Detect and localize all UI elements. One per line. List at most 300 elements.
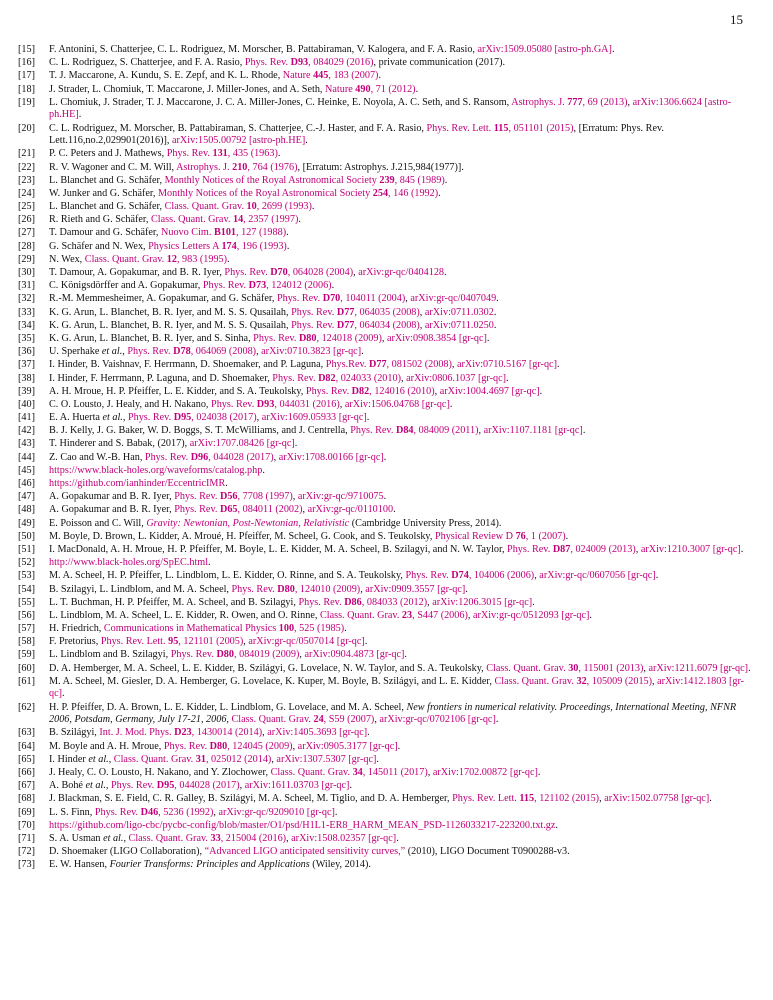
reference-link[interactable]: arXiv:0909.3557 [gr-qc] bbox=[365, 583, 466, 595]
reference-list bbox=[18, 44, 758, 872]
reference-link[interactable]: Phys. Rev. bbox=[127, 346, 174, 358]
reference-text: E. Poisson and C. Will, bbox=[49, 517, 147, 529]
reference-link[interactable]: , 2357 (1997) bbox=[243, 214, 299, 226]
reference-link[interactable]: arXiv:1506.04768 [gr-qc] bbox=[344, 398, 450, 410]
reference-link[interactable]: , 127 (1988) bbox=[236, 227, 287, 239]
reference-text: . bbox=[286, 227, 289, 239]
reference-text: L. Chomiuk, J. Strader, T. J. Maccarone, J. C. A. Miller-Jones, C. Heinke, E. Noyola, A. C. Seth, and S. Ransom, bbox=[49, 96, 512, 108]
reference-text: J. Healy, C. O. Lousto, H. Nakano, and Y. Zlochower, bbox=[49, 766, 271, 778]
reference-text: . bbox=[396, 832, 399, 844]
reference-entry bbox=[18, 267, 758, 280]
reference-entry bbox=[18, 412, 758, 425]
reference-link[interactable]: , 105009 (2015) bbox=[586, 675, 653, 687]
reference-link[interactable]: 95 bbox=[168, 636, 179, 648]
reference-text: , bbox=[360, 583, 366, 595]
reference-link[interactable]: arXiv:1707.08426 [gr-qc] bbox=[189, 438, 295, 450]
reference-link[interactable]: Physics Letters A bbox=[148, 240, 222, 252]
reference-link[interactable]: Phys. Rev. bbox=[211, 398, 257, 410]
reference-link[interactable]: , 104011 (2004) bbox=[340, 293, 406, 305]
reference-link[interactable]: Phys. Rev. bbox=[350, 425, 396, 437]
reference-text: et al. bbox=[88, 753, 109, 765]
reference-link[interactable]: 490 bbox=[355, 83, 371, 95]
reference-link[interactable]: D93 bbox=[290, 57, 309, 69]
reference-text: . bbox=[367, 727, 370, 739]
reference-link[interactable]: , 064035 (2008) bbox=[354, 306, 420, 318]
reference-link[interactable]: Class. Quant. Grav. bbox=[151, 214, 233, 226]
reference-link[interactable]: D93 bbox=[256, 398, 275, 410]
reference-link[interactable]: arXiv:1206.3015 [gr-qc] bbox=[432, 596, 533, 608]
reference-link[interactable]: arXiv:gr-qc/0507014 [gr-qc] bbox=[248, 636, 365, 648]
reference-entry bbox=[18, 557, 758, 570]
reference-link[interactable]: D70 bbox=[270, 267, 288, 278]
reference-entry bbox=[18, 478, 758, 491]
reference-link[interactable]: arXiv:0710.3823 [gr-qc] bbox=[261, 346, 362, 358]
reference-link[interactable]: 76 bbox=[515, 530, 526, 542]
reference-link[interactable]: D80 bbox=[298, 332, 317, 344]
reference-link[interactable]: 254 bbox=[372, 187, 389, 199]
reference-link[interactable]: , 845 (1989) bbox=[394, 174, 445, 186]
reference-entry bbox=[18, 280, 758, 293]
reference-text: R. Rieth and G. Schäfer, bbox=[49, 214, 152, 226]
reference-link[interactable]: arXiv:1405.3693 [gr-qc] bbox=[267, 727, 368, 739]
reference-link[interactable]: arXiv:1708.00166 [gr-qc] bbox=[278, 451, 384, 463]
reference-link[interactable]: Phys. Rev. bbox=[174, 491, 220, 503]
reference-link[interactable]: Monthly Notices of the Royal Astronomical Society bbox=[157, 187, 373, 199]
reference-link[interactable]: 14 bbox=[232, 214, 244, 226]
reference-number: [36] bbox=[18, 346, 35, 358]
reference-entry bbox=[18, 727, 758, 740]
reference-link[interactable]: 115 bbox=[493, 122, 509, 134]
reference-number: [25] bbox=[18, 201, 35, 213]
reference-entry bbox=[18, 780, 758, 793]
reference-link[interactable]: , 124016 (2010) bbox=[369, 385, 435, 397]
reference-link[interactable]: Phys. Rev. bbox=[110, 780, 157, 792]
reference-link[interactable]: D78 bbox=[173, 346, 191, 358]
reference-link[interactable]: , S447 (2006) bbox=[412, 609, 468, 621]
reference-text: J. Blackman, S. E. Field, C. R. Galley, B. Szilágyi, M. A. Scheel, M. Tiglio, and D. A. Hemberger, bbox=[49, 793, 453, 805]
reference-text: . bbox=[383, 451, 387, 463]
reference-number: [73] bbox=[18, 859, 35, 871]
reference-entry bbox=[18, 373, 758, 386]
reference-text: . bbox=[311, 201, 315, 213]
reference-link[interactable]: , 121101 (2005) bbox=[178, 636, 244, 648]
reference-text: . bbox=[225, 478, 228, 489]
reference-link[interactable]: 210 bbox=[232, 161, 248, 173]
reference-link[interactable]: D74 bbox=[451, 570, 469, 582]
reference-link[interactable]: 34 bbox=[352, 766, 363, 778]
reference-text: (Cambridge University Press, 2014). bbox=[349, 517, 502, 529]
reference-link[interactable]: D73 bbox=[248, 280, 267, 292]
reference-link[interactable]: , 115001 (2013) bbox=[578, 662, 644, 674]
reference-entry bbox=[18, 188, 758, 201]
reference-link[interactable]: , 084009 (2011) bbox=[413, 425, 479, 437]
reference-link[interactable]: , 084019 (2009) bbox=[234, 649, 300, 661]
reference-link[interactable]: Phys. Rev. bbox=[224, 267, 271, 278]
reference-link[interactable]: 33 bbox=[210, 832, 221, 844]
reference-link[interactable]: 10 bbox=[246, 201, 257, 213]
reference-link[interactable]: arXiv:0711.0302 bbox=[424, 306, 494, 318]
reference-link[interactable]: , 064028 (2004) bbox=[287, 267, 354, 278]
reference-link[interactable]: , 1430014 (2014) bbox=[191, 727, 263, 739]
reference-link[interactable]: , 084033 (2012) bbox=[361, 596, 428, 608]
reference-number: [31] bbox=[18, 280, 35, 292]
reference-text: , [Erratum: Phys. Rev. Lett.116,no.2,029901(2016)], bbox=[49, 122, 664, 147]
reference-link[interactable]: Phys. Rev. bbox=[507, 543, 553, 555]
reference-text: S. A. Usman bbox=[49, 832, 104, 844]
reference-link[interactable]: , 71 (2012) bbox=[370, 83, 416, 95]
reference-text: , bbox=[478, 425, 484, 437]
reference-link[interactable]: Class. Quant. Grav. bbox=[113, 753, 196, 765]
reference-text: . bbox=[383, 491, 387, 503]
reference-number: [33] bbox=[18, 306, 35, 318]
reference-link[interactable]: Gravity: Newtonian, Post-Newtonian, Relativistic bbox=[146, 517, 350, 529]
reference-link[interactable]: http://www.black-holes.org/SpEC.html bbox=[49, 557, 209, 569]
reference-text: , bbox=[467, 609, 473, 621]
reference-text: A. Gopakumar and B. R. Iyer, bbox=[49, 491, 175, 503]
reference-link[interactable]: D86 bbox=[344, 596, 362, 608]
reference-link[interactable]: D82 bbox=[318, 372, 336, 384]
reference-link[interactable]: Phys. Rev. bbox=[276, 293, 323, 305]
reference-link[interactable]: Phys. Rev. bbox=[298, 596, 345, 608]
reference-text: M. A. Scheel, H. P. Pfeiffer, L. Lindblom, L. E. Kidder, O. Rinne, and S. A. Teukolsky, bbox=[49, 570, 406, 582]
reference-link[interactable]: , 024009 (2013) bbox=[570, 543, 636, 555]
reference-link[interactable]: 131 bbox=[212, 148, 228, 160]
reference-link[interactable]: arXiv:0711.0250 bbox=[424, 319, 494, 331]
reference-link[interactable]: , 121102 (2015) bbox=[534, 793, 600, 805]
reference-text: , bbox=[534, 570, 540, 582]
reference-link[interactable]: arXiv:gr-qc/0404128 bbox=[358, 267, 445, 278]
reference-link[interactable]: Phys. Rev. Lett. bbox=[426, 122, 494, 134]
reference-entry bbox=[18, 97, 758, 122]
reference-link[interactable]: Phys. Rev. Lett. bbox=[452, 793, 520, 805]
reference-link[interactable]: arXiv:0904.4873 [gr-qc] bbox=[304, 649, 405, 661]
reference-link[interactable]: Class. Quant. Grav. bbox=[486, 662, 569, 674]
reference-link[interactable]: , 183 (2007) bbox=[328, 70, 379, 82]
reference-text: , bbox=[256, 412, 262, 424]
reference-link[interactable]: arXiv:1412.1803 [gr-qc] bbox=[49, 675, 745, 700]
reference-number: [47] bbox=[18, 491, 35, 503]
reference-text: , bbox=[427, 766, 433, 778]
reference-link[interactable]: Phys. Rev. bbox=[291, 319, 337, 331]
reference-link[interactable]: D77 bbox=[369, 359, 387, 371]
reference-link[interactable]: Physical Review D bbox=[434, 530, 516, 542]
reference-number: [67] bbox=[18, 780, 35, 792]
reference-number: [63] bbox=[18, 727, 35, 739]
reference-link[interactable]: Astrophys. J. bbox=[176, 161, 233, 173]
reference-text: , bbox=[292, 491, 298, 503]
reference-text: B. Szilágyi, bbox=[49, 727, 100, 739]
reference-link[interactable]: Phys. Rev. bbox=[291, 306, 337, 318]
reference-link[interactable]: , 025012 (2014) bbox=[205, 753, 272, 765]
reference-text: , bbox=[627, 96, 633, 108]
reference-link[interactable]: 23 bbox=[401, 609, 413, 621]
reference-link[interactable]: , 044028 (2017) bbox=[208, 451, 274, 463]
reference-text: . bbox=[532, 596, 535, 608]
reference-link[interactable]: arXiv:1508.02357 [gr-qc] bbox=[291, 832, 397, 844]
reference-link[interactable]: , 435 (1963) bbox=[227, 148, 278, 160]
reference-link[interactable]: Class. Quant. Grav. bbox=[319, 609, 402, 621]
reference-link[interactable]: , 7708 (1997) bbox=[237, 491, 293, 503]
reference-link[interactable]: arXiv:0908.3854 [gr-qc] bbox=[386, 332, 487, 344]
reference-text: , bbox=[405, 293, 411, 305]
reference-link[interactable]: D95 bbox=[156, 780, 175, 792]
reference-text: , bbox=[256, 346, 262, 358]
reference-text: N. Wex, bbox=[49, 253, 85, 265]
reference-link[interactable]: arXiv:0806.1037 [gr-qc] bbox=[406, 372, 507, 384]
reference-link[interactable]: , 69 (2013) bbox=[582, 96, 628, 108]
reference-link[interactable]: arXiv:1107.1181 [gr-qc] bbox=[483, 425, 583, 437]
reference-text: . bbox=[539, 385, 543, 397]
reference-number: [24] bbox=[18, 187, 35, 199]
reference-link[interactable]: arXiv:1611.03703 [gr-qc] bbox=[244, 780, 350, 792]
reference-link[interactable]: , 051101 (2015) bbox=[508, 122, 574, 134]
reference-link[interactable]: arXiv:1702.00872 [gr-qc] bbox=[432, 766, 538, 778]
reference-link[interactable]: , S59 (2007) bbox=[323, 714, 375, 726]
reference-link[interactable]: D65 bbox=[219, 504, 238, 516]
reference-link[interactable]: arXiv:1609.05933 [gr-qc] bbox=[261, 412, 367, 424]
reference-link[interactable]: , 084029 (2016) bbox=[308, 57, 374, 69]
reference-text: H. P. Pfeiffer, D. A. Brown, L. E. Kidder, L. Lindblom, G. Lovelace, and M. A. Scheel, bbox=[49, 701, 407, 713]
reference-link[interactable]: , 044031 (2016) bbox=[274, 398, 340, 410]
reference-link[interactable]: B101 bbox=[213, 227, 237, 239]
reference-link[interactable]: arXiv:1210.3007 [gr-qc] bbox=[640, 543, 741, 555]
reference-text: , bbox=[123, 832, 129, 844]
reference-entry bbox=[18, 162, 758, 175]
reference-link[interactable]: Class. Quant. Grav. bbox=[494, 675, 577, 687]
reference-link[interactable]: 32 bbox=[576, 675, 587, 687]
reference-link[interactable]: arXiv:1307.5307 [gr-qc] bbox=[276, 753, 377, 765]
reference-text: . bbox=[537, 766, 541, 778]
reference-link[interactable]: arXiv:1509.05080 [astro-ph.GA] bbox=[477, 44, 612, 55]
reference-link[interactable]: D80 bbox=[216, 649, 234, 661]
reference-link[interactable]: , 124010 (2009) bbox=[294, 583, 361, 595]
reference-link[interactable]: Phys.Rev. bbox=[325, 359, 369, 371]
reference-link[interactable]: 115 bbox=[519, 793, 535, 805]
reference-link[interactable]: arXiv:0905.3177 [gr-qc] bbox=[297, 740, 398, 752]
reference-link[interactable]: , 081502 (2008) bbox=[386, 359, 452, 371]
reference-text: C. L. Rodriguez, S. Chatterjee, and F. A. Rasio, bbox=[49, 57, 245, 69]
reference-link[interactable]: 12 bbox=[166, 253, 177, 265]
reference-text: A. H. Mroue, H. P. Pfeiffer, L. E. Kidder, and S. A. Teukolsky, bbox=[49, 385, 306, 397]
reference-link[interactable]: , 983 (1995) bbox=[176, 253, 228, 265]
reference-link[interactable]: , 145011 (2017) bbox=[362, 766, 428, 778]
reference-link[interactable]: Class. Quant. Grav. bbox=[231, 714, 314, 726]
reference-link[interactable]: 239 bbox=[379, 174, 395, 186]
reference-link[interactable]: Monthly Notices of the Royal Astronomical Society bbox=[164, 174, 380, 186]
reference-link[interactable]: Phys. Rev. bbox=[272, 372, 319, 384]
reference-link[interactable]: , 084011 (2002) bbox=[237, 504, 303, 516]
reference-link[interactable]: arXiv:gr-qc/0702106 [gr-qc] bbox=[379, 714, 496, 726]
reference-link[interactable]: , 215004 (2016) bbox=[220, 832, 287, 844]
reference-link[interactable]: , 764 (1976) bbox=[247, 161, 298, 173]
reference-entry bbox=[18, 307, 758, 320]
reference-text: . bbox=[227, 253, 230, 265]
reference-link[interactable]: Int. J. Mod. Phys. bbox=[99, 727, 175, 739]
reference-number: [60] bbox=[18, 662, 35, 674]
reference-link[interactable]: 445 bbox=[313, 70, 329, 82]
reference-link[interactable]: D46 bbox=[140, 806, 159, 818]
reference-link[interactable]: Phys. Rev. Lett. bbox=[100, 636, 169, 648]
reference-link[interactable]: arXiv:1505.00792 [astro-ph.HE] bbox=[172, 135, 306, 147]
reference-link[interactable]: , 525 (1985) bbox=[294, 623, 345, 635]
reference-number: [34] bbox=[18, 319, 35, 331]
reference-text: , bbox=[434, 385, 440, 397]
reference-link[interactable]: 777 bbox=[567, 96, 583, 108]
reference-entry bbox=[18, 438, 758, 451]
reference-entry bbox=[18, 767, 758, 780]
reference-number: [45] bbox=[18, 464, 35, 476]
reference-link[interactable]: Phys. Rev. bbox=[163, 740, 210, 752]
reference-text: . bbox=[331, 280, 335, 292]
reference-text: , bbox=[243, 636, 249, 648]
reference-entry bbox=[18, 610, 758, 623]
reference-link[interactable]: arXiv:1211.6079 [gr-qc] bbox=[648, 662, 749, 674]
reference-text: . bbox=[611, 44, 615, 55]
reference-text: P. C. Peters and J. Mathews, bbox=[49, 148, 167, 160]
reference-link[interactable]: 30 bbox=[568, 662, 579, 674]
reference-text: T. J. Maccarone, A. Kundu, S. E. Zepf, and K. L. Rhode, bbox=[49, 70, 283, 82]
reference-link[interactable]: Phys. Rev. bbox=[202, 280, 249, 292]
reference-link[interactable]: D80 bbox=[209, 740, 228, 752]
reference-number: [68] bbox=[18, 793, 35, 805]
reference-link[interactable]: 174 bbox=[221, 240, 237, 252]
reference-link[interactable]: D80 bbox=[277, 583, 295, 595]
reference-link[interactable]: https://github.com/ianhinder/EccentricIMR bbox=[49, 478, 226, 489]
reference-link[interactable]: , 024033 (2010) bbox=[335, 372, 401, 384]
reference-link[interactable]: Phys. Rev. bbox=[244, 57, 291, 69]
reference-link[interactable]: arXiv:1306.6624 [astro-ph.HE] bbox=[49, 96, 732, 121]
reference-text: D. A. Hemberger, M. A. Scheel, L. E. Kidder, B. Szilágyi, G. Lovelace, N. W. Taylor, and S. A. Teukolsky, bbox=[49, 662, 487, 674]
reference-link[interactable]: https://www.black-holes.org/waveforms/catalog.php bbox=[49, 464, 263, 476]
reference-text: . bbox=[444, 174, 448, 186]
reference-link[interactable]: D95 bbox=[173, 412, 192, 424]
reference-link[interactable]: D84 bbox=[395, 425, 414, 437]
reference-link[interactable]: , 064034 (2008) bbox=[354, 319, 420, 331]
reference-text: L. S. Finn, bbox=[49, 806, 95, 818]
reference-text: C. O. Lousto, J. Healy, and H. Nakano, bbox=[49, 398, 212, 410]
reference-text: , bbox=[339, 398, 345, 410]
reference-link[interactable]: arXiv:gr-qc/9710075 bbox=[297, 491, 384, 503]
reference-link[interactable]: Class. Quant. Grav. bbox=[128, 832, 211, 844]
reference-number: [22] bbox=[18, 161, 35, 173]
reference-link[interactable]: , 146 (1992) bbox=[388, 187, 439, 199]
reference-text: , private communication (2017). bbox=[373, 57, 506, 69]
reference-link[interactable]: 24 bbox=[313, 714, 324, 726]
reference-entry bbox=[18, 359, 758, 372]
reference-text: . bbox=[415, 83, 419, 95]
reference-link[interactable]: D23 bbox=[174, 727, 192, 739]
reference-link[interactable]: Phys. Rev. bbox=[166, 148, 213, 160]
reference-text: New frontiers in numerical relativity. Proceedings, International Meeting, NFNR 2006, Potsdam, Germany, July 17-21, 2006 bbox=[49, 701, 737, 726]
reference-link[interactable]: , 024038 (2017) bbox=[191, 412, 257, 424]
reference-entry bbox=[18, 820, 758, 833]
reference-link[interactable]: arXiv:gr-qc/0110100 bbox=[307, 504, 394, 516]
reference-number: [55] bbox=[18, 596, 35, 608]
reference-link[interactable]: arXiv:1502.07758 [gr-qc] bbox=[604, 793, 710, 805]
reference-link[interactable]: Phys. Rev. bbox=[127, 412, 174, 424]
reference-text: . bbox=[486, 332, 490, 344]
reference-text: E. W. Hansen, bbox=[49, 859, 110, 871]
reference-text: . bbox=[444, 267, 447, 278]
reference-link[interactable]: , 2699 (1993) bbox=[256, 201, 312, 213]
reference-link[interactable]: Phys. Rev. bbox=[405, 570, 452, 582]
reference-link[interactable]: , 044028 (2017) bbox=[174, 780, 240, 792]
reference-link[interactable]: arXiv:1004.4697 [gr-qc] bbox=[439, 385, 540, 397]
reference-text: J. Strader, L. Chomiuk, T. Maccarone, J. Miller-Jones, and A. Seth, bbox=[49, 83, 326, 95]
reference-link[interactable]: Class. Quant. Grav. bbox=[164, 201, 247, 213]
reference-link[interactable]: , 104006 (2006) bbox=[468, 570, 535, 582]
reference-link[interactable]: Class. Quant. Grav. bbox=[270, 766, 353, 778]
reference-entry bbox=[18, 452, 758, 465]
reference-link[interactable]: Phys. Rev. bbox=[144, 451, 191, 463]
reference-text: . bbox=[555, 819, 558, 831]
reference-link[interactable]: Nuovo Cim. bbox=[161, 227, 214, 239]
reference-link[interactable]: , 1 (2007) bbox=[525, 530, 566, 542]
reference-text: C. Königsdörffer and A. Gopakumar, bbox=[49, 280, 203, 292]
reference-link[interactable]: https://github.com/ligo-cbc/pycbc-config/blob/master/O1/psd/H1L1-ER8_HARM_MEAN_PSD-1126033217-223200.txt.gz bbox=[49, 819, 556, 831]
reference-link[interactable]: , 5236 (1992) bbox=[158, 806, 214, 818]
reference-link[interactable]: Phys. Rev. bbox=[253, 332, 299, 344]
reference-link[interactable]: Class. Quant. Grav. bbox=[84, 253, 167, 265]
reference-link[interactable]: D56 bbox=[219, 491, 238, 503]
reference-text: B. J. Kelly, J. G. Baker, W. D. Boggs, S. T. McWilliams, and J. Centrella, bbox=[49, 425, 351, 437]
reference-entry bbox=[18, 214, 758, 227]
reference-link[interactable]: Communications in Mathematical Physics bbox=[103, 623, 279, 635]
reference-text: . bbox=[334, 806, 338, 818]
reference-link[interactable]: arXiv:gr-qc/0607056 [gr-qc] bbox=[539, 570, 656, 582]
reference-text: . bbox=[748, 662, 751, 674]
reference-link[interactable]: D82 bbox=[351, 385, 370, 397]
reference-number: [17] bbox=[18, 70, 35, 82]
reference-number: [21] bbox=[18, 148, 35, 160]
reference-link[interactable]: Phys. Rev. bbox=[305, 385, 352, 397]
reference-number: [43] bbox=[18, 438, 35, 450]
reference-link[interactable]: D96 bbox=[190, 451, 209, 463]
reference-link[interactable]: arXiv:0710.5167 [gr-qc] bbox=[457, 359, 557, 371]
reference-link[interactable]: 100 bbox=[278, 623, 295, 635]
reference-link[interactable]: Phys. Rev. bbox=[170, 649, 217, 661]
reference-link[interactable]: “Advanced LIGO anticipated sensitivity curves,” bbox=[204, 846, 406, 858]
reference-link[interactable]: arXiv:gr-qc/0407049 bbox=[410, 293, 497, 305]
reference-link[interactable]: , 124045 (2009) bbox=[227, 740, 293, 752]
reference-link[interactable]: D77 bbox=[336, 306, 355, 318]
reference-link[interactable]: Nature bbox=[282, 70, 314, 82]
reference-number: [66] bbox=[18, 766, 35, 778]
reference-link[interactable]: Nature bbox=[325, 83, 356, 95]
reference-link[interactable]: Phys. Rev. bbox=[174, 504, 220, 516]
reference-link[interactable]: 31 bbox=[195, 753, 206, 765]
reference-text: A. Gopakumar and B. R. Iyer, bbox=[49, 504, 175, 516]
reference-link[interactable]: arXiv:gr-qc/0512093 [gr-qc] bbox=[472, 609, 590, 621]
reference-link[interactable]: Astrophys. J. bbox=[511, 96, 568, 108]
reference-link[interactable]: , 124018 (2009) bbox=[316, 332, 382, 344]
reference-text: , bbox=[427, 596, 433, 608]
reference-link[interactable]: D77 bbox=[336, 319, 355, 331]
reference-link[interactable]: , 196 (1993) bbox=[236, 240, 287, 252]
reference-text: F. Pretorius, bbox=[49, 636, 101, 648]
reference-text: . bbox=[556, 359, 560, 371]
reference-link[interactable]: D87 bbox=[552, 543, 571, 555]
reference-text: . bbox=[366, 412, 370, 424]
reference-link[interactable]: , 124012 (2006) bbox=[266, 280, 332, 292]
reference-entry bbox=[18, 544, 758, 557]
reference-link[interactable]: , 064069 (2008) bbox=[190, 346, 257, 358]
reference-number: [61] bbox=[18, 675, 35, 687]
reference-link[interactable]: D70 bbox=[322, 293, 341, 305]
reference-link[interactable]: arXiv:gr-qc/9209010 [gr-qc] bbox=[218, 806, 335, 818]
reference-link[interactable]: Phys. Rev. bbox=[231, 583, 278, 595]
reference-link[interactable]: Phys. Rev. bbox=[94, 806, 141, 818]
